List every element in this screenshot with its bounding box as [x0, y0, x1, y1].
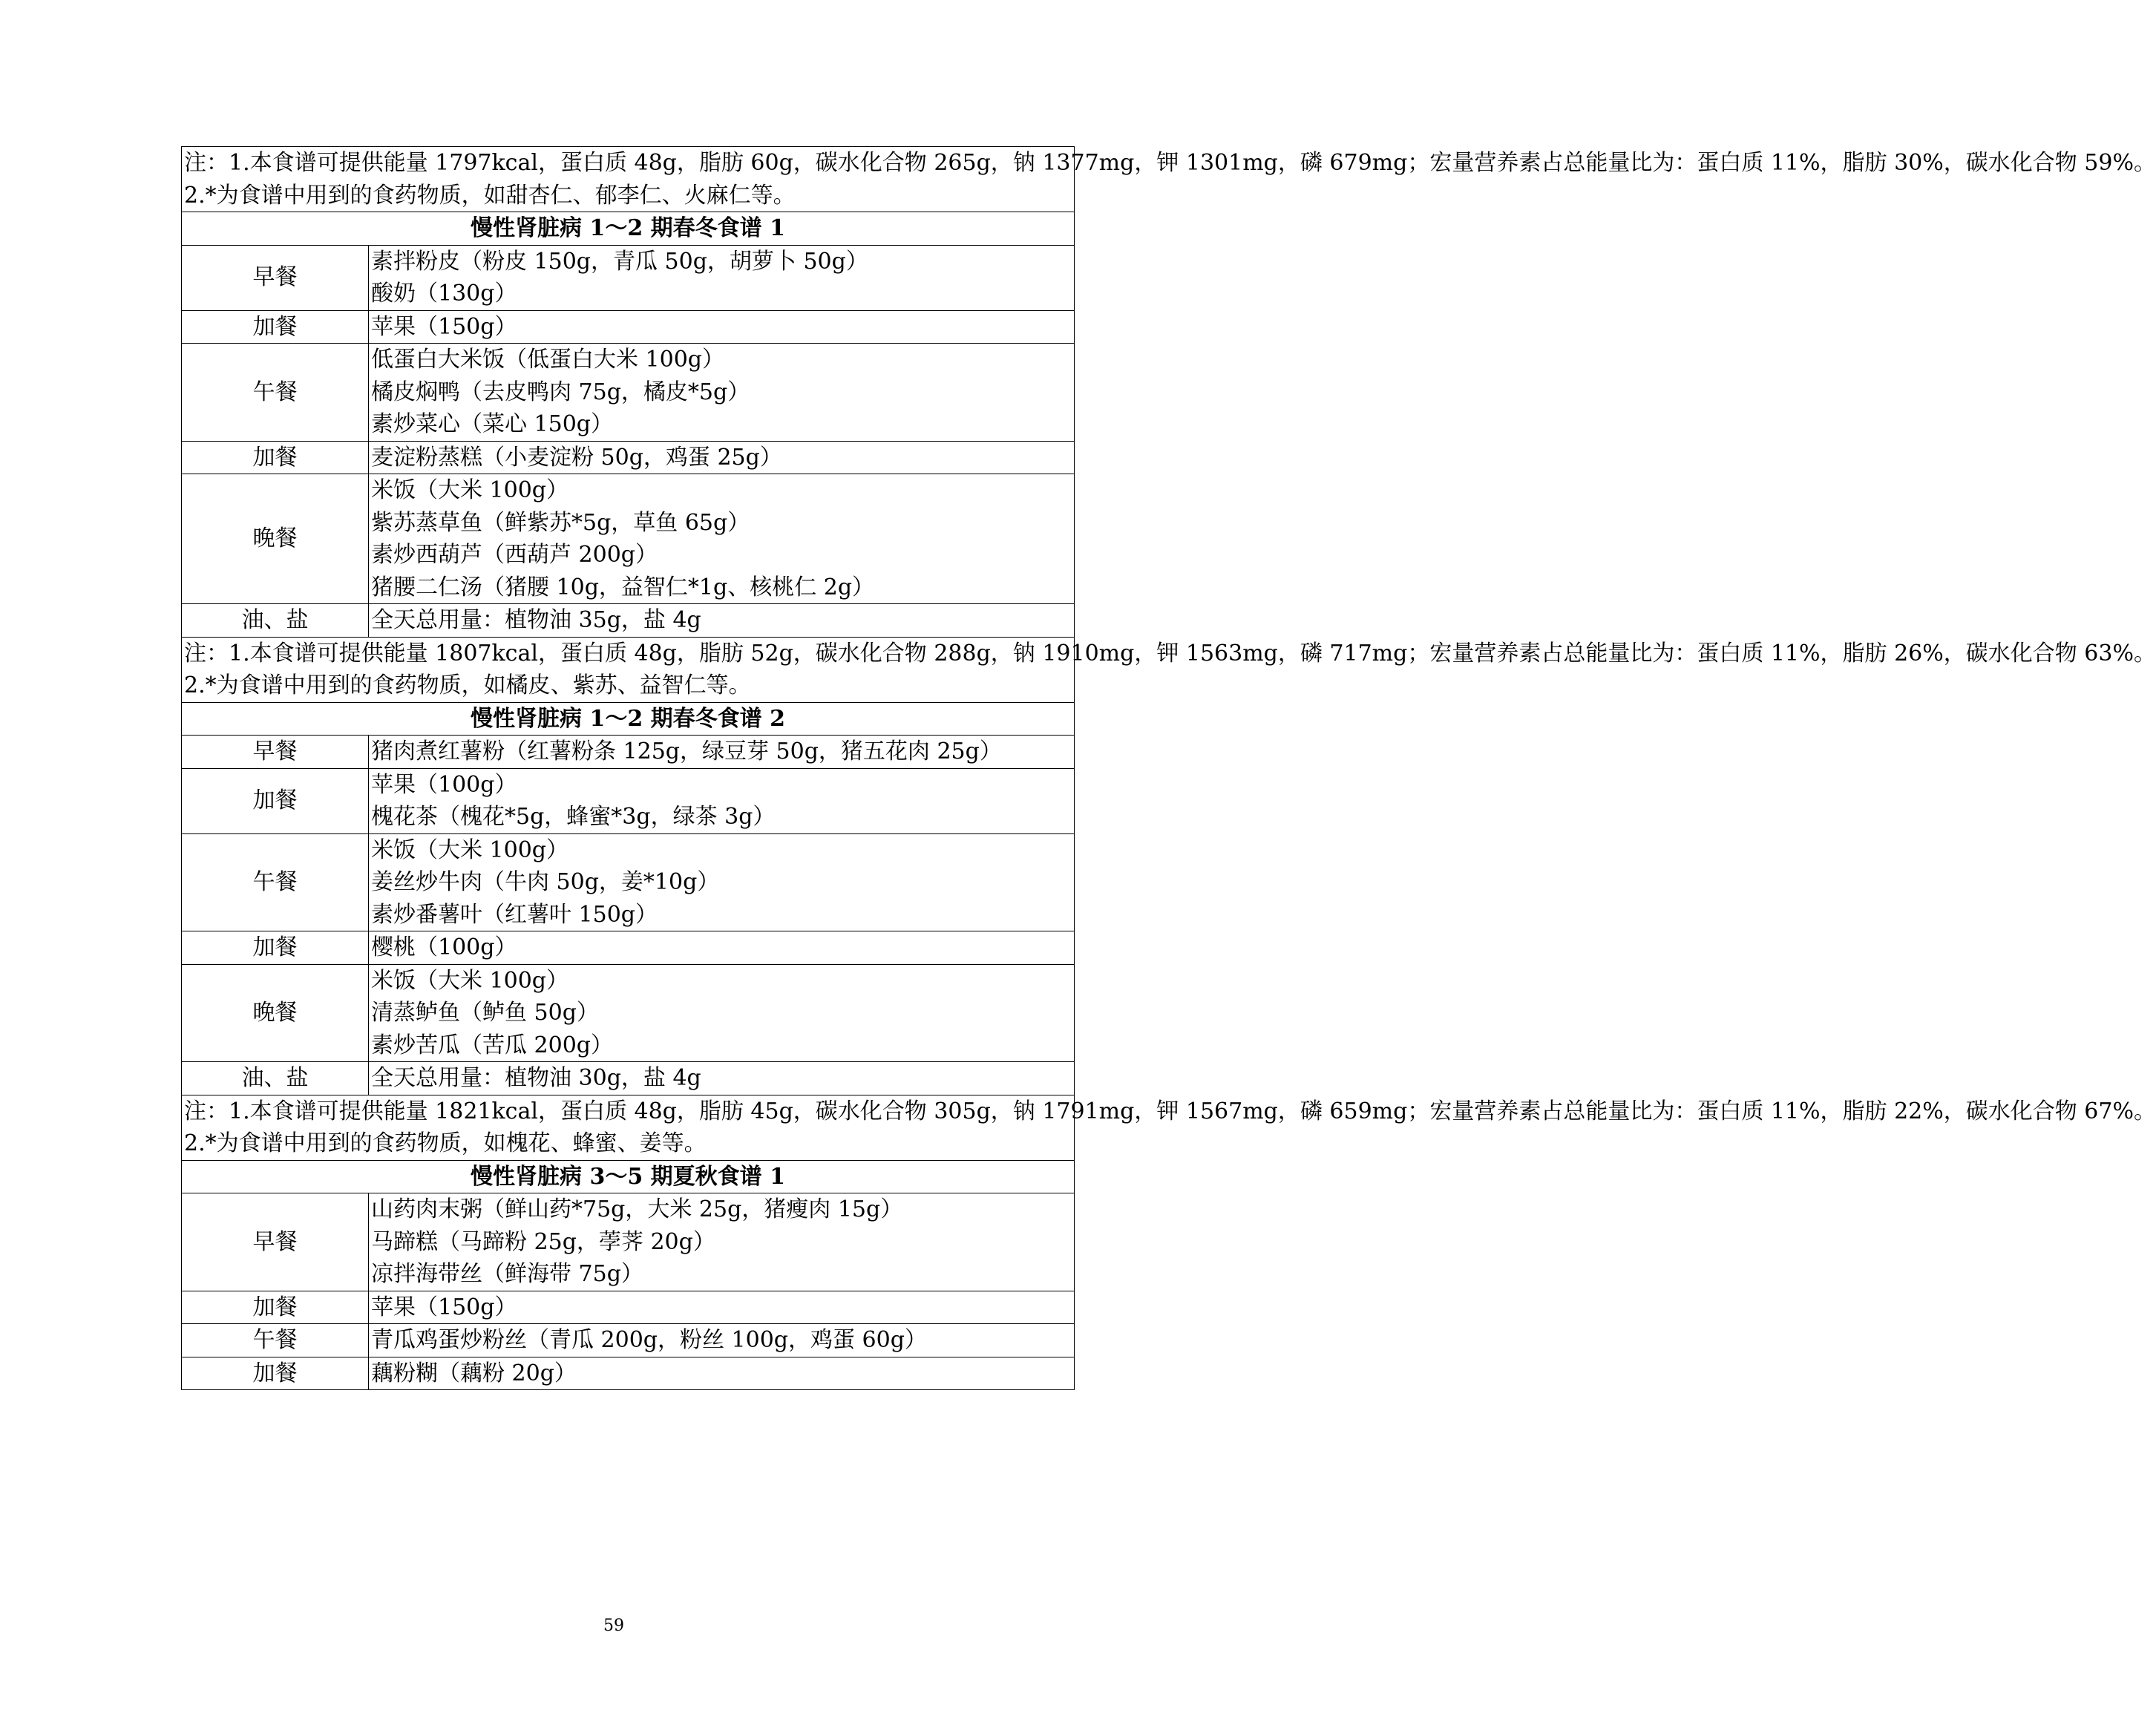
note-line: 2.*为食谱中用到的食药物质，如橘皮、紫苏、益智仁等。	[184, 672, 751, 698]
meal-item: 山药肉末粥（鲜山药*75g，大米 25g，猪瘦肉 15g）	[371, 1196, 903, 1222]
meal-items	[369, 1062, 1075, 1095]
meal-item: 全天总用量：植物油 30g，盐 4g	[371, 1065, 701, 1091]
note-cell	[182, 1095, 2156, 1160]
meal-row	[182, 1062, 1075, 1095]
meal-items	[369, 736, 1075, 769]
meal-label: 午餐	[182, 344, 369, 442]
recipe-title-row	[182, 702, 1075, 736]
meal-item: 藕粉糊（藕粉 20g）	[371, 1360, 577, 1386]
note-line: 注：1.本食谱可提供能量 1807kcal，蛋白质 48g，脂肪 52g，碳水化合物 288g，钠 1910mg，钾 1563mg，磷 717mg；宏量营养素占总能量比为：蛋白质 11%，脂肪 26%，碳水化合物 63%。	[184, 640, 2156, 666]
meal-label: 加餐	[182, 310, 369, 344]
meal-item: 猪腰二仁汤（猪腰 10g，益智仁*1g、核桃仁 2g）	[371, 574, 875, 600]
meal-row	[182, 833, 1075, 931]
meal-items	[369, 245, 1075, 310]
meal-item: 橘皮焖鸭（去皮鸭肉 75g，橘皮*5g）	[371, 379, 750, 405]
meal-label: 早餐	[182, 1193, 369, 1291]
note-cell	[182, 637, 2156, 702]
meal-row	[182, 736, 1075, 769]
meal-row	[182, 310, 1075, 344]
meal-items	[369, 1357, 1075, 1390]
note-line: 注：1.本食谱可提供能量 1821kcal，蛋白质 48g，脂肪 45g，碳水化合物 305g，钠 1791mg，钾 1567mg，磷 659mg；宏量营养素占总能量比为：蛋白质 11%，脂肪 22%，碳水化合物 67%。	[184, 1098, 2156, 1124]
meal-item: 槐花茶（槐花*5g，蜂蜜*3g，绿茶 3g）	[371, 804, 776, 830]
meal-items	[369, 604, 1075, 638]
meal-item: 全天总用量：植物油 35g，盐 4g	[371, 607, 701, 633]
meal-items	[369, 1324, 1075, 1357]
meal-row	[182, 1357, 1075, 1390]
meal-item: 姜丝炒牛肉（牛肉 50g，姜*10g）	[371, 869, 720, 895]
meal-item: 米饭（大米 100g）	[371, 477, 569, 503]
meal-items	[369, 964, 1075, 1062]
meal-row	[182, 1193, 1075, 1291]
meal-row	[182, 1324, 1075, 1357]
recipe-title: 慢性肾脏病 3～5 期夏秋食谱 1	[182, 1160, 1075, 1193]
recipe-title-row	[182, 212, 1075, 246]
meal-item: 清蒸鲈鱼（鲈鱼 50g）	[371, 1000, 599, 1026]
meal-label: 早餐	[182, 736, 369, 769]
meal-items	[369, 344, 1075, 442]
meal-label: 晚餐	[182, 964, 369, 1062]
recipe-title-row	[182, 1160, 1075, 1193]
meal-item: 马蹄糕（马蹄粉 25g，荸荠 20g）	[371, 1228, 715, 1255]
meal-item: 素炒西葫芦（西葫芦 200g）	[371, 542, 658, 568]
meal-item: 素炒菜心（菜心 150g）	[371, 411, 614, 437]
meal-item: 素炒番薯叶（红薯叶 150g）	[371, 901, 658, 928]
meal-item: 米饭（大米 100g）	[371, 967, 569, 994]
meal-label: 晚餐	[182, 474, 369, 604]
meal-items	[369, 1193, 1075, 1291]
meal-row	[182, 768, 1075, 833]
meal-row	[182, 931, 1075, 965]
note-row	[182, 1095, 1075, 1160]
meal-item: 低蛋白大米饭（低蛋白大米 100g）	[371, 347, 725, 373]
meal-items	[369, 474, 1075, 604]
meal-label: 加餐	[182, 768, 369, 833]
note-cell	[182, 147, 2156, 212]
note-row	[182, 147, 1075, 212]
meal-row	[182, 474, 1075, 604]
meal-label: 油、盐	[182, 1062, 369, 1095]
meal-items	[369, 1291, 1075, 1324]
meal-row	[182, 245, 1075, 310]
meal-label: 加餐	[182, 1291, 369, 1324]
meal-items	[369, 833, 1075, 931]
page-number: 59	[603, 1617, 624, 1635]
meal-item: 凉拌海带丝（鲜海带 75g）	[371, 1261, 643, 1287]
meal-items	[369, 931, 1075, 965]
note-line: 2.*为食谱中用到的食药物质，如槐花、蜂蜜、姜等。	[184, 1130, 707, 1156]
meal-item: 青瓜鸡蛋炒粉丝（青瓜 200g，粉丝 100g，鸡蛋 60g）	[371, 1327, 927, 1353]
recipe-title: 慢性肾脏病 1～2 期春冬食谱 2	[182, 702, 1075, 736]
meal-item: 樱桃（100g）	[371, 934, 517, 960]
meal-item: 猪肉煮红薯粉（红薯粉条 125g，绿豆芽 50g，猪五花肉 25g）	[371, 738, 1002, 764]
meal-label: 油、盐	[182, 604, 369, 638]
meal-item: 苹果（150g）	[371, 1294, 517, 1320]
meal-label: 加餐	[182, 931, 369, 965]
meal-row	[182, 441, 1075, 474]
meal-item: 紫苏蒸草鱼（鲜紫苏*5g，草鱼 65g）	[371, 509, 750, 536]
meal-item: 米饭（大米 100g）	[371, 836, 569, 863]
meal-label: 加餐	[182, 1357, 369, 1390]
meal-label: 午餐	[182, 1324, 369, 1357]
meal-label: 午餐	[182, 833, 369, 931]
note-line: 2.*为食谱中用到的食药物质，如甜杏仁、郁李仁、火麻仁等。	[184, 182, 796, 209]
meal-item: 素拌粉皮（粉皮 150g，青瓜 50g，胡萝卜 50g）	[371, 248, 868, 275]
meal-label: 加餐	[182, 441, 369, 474]
meal-row	[182, 964, 1075, 1062]
meal-item: 苹果（150g）	[371, 313, 517, 340]
meal-item: 素炒苦瓜（苦瓜 200g）	[371, 1032, 614, 1058]
meal-item: 酸奶（130g）	[371, 281, 517, 307]
meal-items	[369, 441, 1075, 474]
meal-items	[369, 310, 1075, 344]
note-line: 注：1.本食谱可提供能量 1797kcal，蛋白质 48g，脂肪 60g，碳水化合物 265g，钠 1377mg，钾 1301mg，磷 679mg；宏量营养素占总能量比为：蛋白质 11%，脂肪 30%，碳水化合物 59%。	[184, 150, 2156, 176]
recipe-title: 慢性肾脏病 1～2 期春冬食谱 1	[182, 212, 1075, 246]
meal-row	[182, 344, 1075, 442]
meal-row	[182, 604, 1075, 638]
diet-plan-table	[181, 146, 2156, 1390]
meal-row	[182, 1291, 1075, 1324]
meal-item: 苹果（100g）	[371, 771, 517, 798]
meal-items	[369, 768, 1075, 833]
meal-item: 麦淀粉蒸糕（小麦淀粉 50g，鸡蛋 25g）	[371, 444, 782, 471]
note-row	[182, 637, 1075, 702]
meal-label: 早餐	[182, 245, 369, 310]
